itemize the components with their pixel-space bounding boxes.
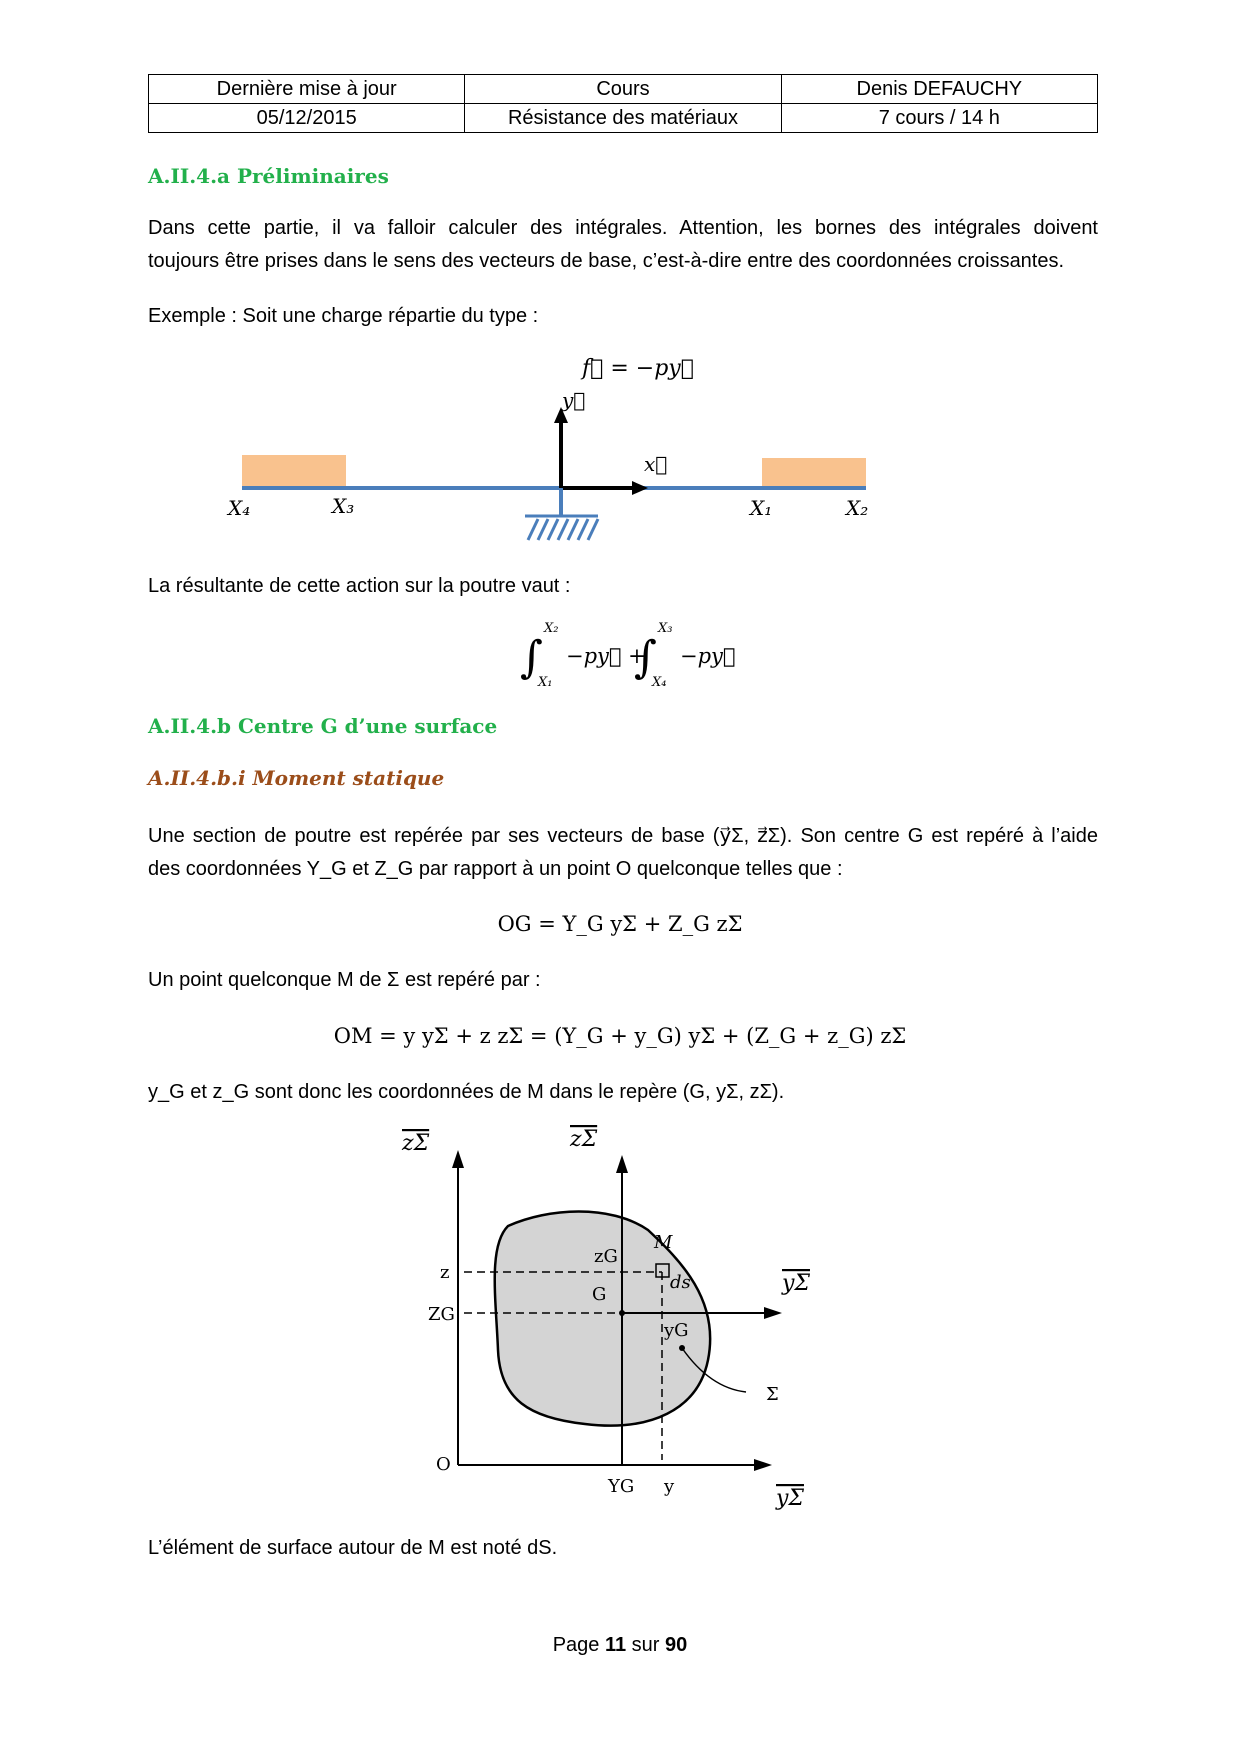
header-table (148, 74, 1098, 133)
header-course-label: Cours (465, 75, 781, 104)
integral1-lower: X₁ (538, 675, 553, 690)
support-hatch (528, 519, 598, 540)
subsection-title-moment-statique: A.II.4.b.i Moment statique (148, 766, 445, 790)
header-course-name: Résistance des matériaux (465, 104, 781, 133)
svg-text:∫: ∫ (520, 632, 543, 683)
label-M: M (654, 1232, 673, 1253)
footer-prefix: Page (552, 1634, 605, 1656)
resultant-integral (520, 618, 740, 693)
label-G: G (592, 1284, 607, 1305)
section-title-preliminaires: A.II.4.a Préliminaires (148, 164, 389, 188)
label-x3: X₃ (332, 494, 355, 518)
x-vector-label: x⃗ (644, 452, 668, 476)
load-left (242, 455, 346, 487)
integral2-upper: X₃ (658, 621, 673, 636)
integral1-upper: X₂ (544, 621, 559, 636)
label-ds: ds (670, 1272, 691, 1293)
footer-page-number: 11 (604, 1634, 627, 1656)
label-x4: X₄ (228, 496, 251, 520)
equation-og: OG = Y_G yΣ + Z_G zΣ (497, 912, 743, 936)
label-yG: yG (664, 1320, 689, 1341)
label-zG: zG (594, 1246, 618, 1267)
label-O: O (436, 1454, 451, 1475)
page-footer (0, 1634, 1240, 1657)
label-sigma: Σ (766, 1384, 779, 1405)
paragraph-local-coords: y_G et z_G sont donc les coordonnées de M dans le repère (G, yΣ, zΣ). (148, 1081, 785, 1103)
y-vector-label: y⃗ (562, 388, 586, 412)
paragraph-section-line2: des coordonnées Y_G et Z_G par rapport à un point O quelconque telles que : (148, 858, 843, 880)
footer-mid: sur (626, 1634, 666, 1656)
header-author: Denis DEFAUCHY (781, 75, 1097, 104)
integral2-body: −py⃗ (680, 644, 736, 668)
force-label: f⃗ = −py⃗ (582, 356, 694, 381)
svg-text:∫: ∫ (634, 632, 657, 683)
label-x2: X₂ (846, 496, 869, 520)
resultant-text: La résultante de cette action sur la poutre vaut : (148, 575, 571, 597)
section-surface (495, 1212, 710, 1426)
header-duration: 7 cours / 14 h (781, 104, 1097, 133)
label-y-sigma-bottom: yΣ (776, 1486, 804, 1511)
label-x1: X₁ (750, 496, 773, 520)
equation-om: OM = y yΣ + z zΣ = (Y_G + y_G) yΣ + (Z_G + z_G) zΣ (333, 1024, 907, 1048)
paragraph-integrals-line1: Dans cette partie, il va falloir calculer des intégrales. Attention, les bornes des intégrales doivent (148, 217, 1098, 239)
x-arrow-head (632, 481, 648, 495)
label-y-sigma-right: yΣ (782, 1271, 810, 1296)
footer-page-total: 90 (665, 1634, 688, 1656)
label-z: z (440, 1262, 450, 1283)
section-title-centre-g: A.II.4.b Centre G d’une surface (148, 714, 498, 738)
label-z-sigma-left: zΣ (402, 1131, 430, 1156)
load-right (762, 458, 866, 487)
header-last-update-label: Dernière mise à jour (149, 75, 465, 104)
paragraph-integrals-line2: toujours être prises dans le sens des vecteurs de base, c’est-à-dire entre des coordonnées croissantes. (148, 250, 1065, 272)
beam-load-figure (210, 345, 890, 560)
label-YG: YG (608, 1476, 635, 1497)
example-text: Exemple : Soit une charge répartie du type : (148, 305, 539, 327)
paragraph-point-m: Un point quelconque M de Σ est repéré par : (148, 969, 541, 991)
paragraph-surface-element: L’élément de surface autour de M est noté dS. (148, 1537, 558, 1559)
centroid-g (619, 1310, 625, 1316)
label-ZG: ZG (428, 1304, 455, 1325)
integral1-body: −py⃗ + (566, 644, 646, 668)
paragraph-section-line1: Une section de poutre est repérée par ses vecteurs de base (y⃗Σ, z⃗Σ). Son centre G est repéré à l’aide (148, 825, 1098, 847)
label-y: y (664, 1476, 675, 1497)
section-centroid-figure (380, 1120, 830, 1520)
label-z-sigma-mid: zΣ (570, 1127, 598, 1152)
integral2-lower: X₄ (652, 675, 667, 690)
header-date: 05/12/2015 (149, 104, 465, 133)
